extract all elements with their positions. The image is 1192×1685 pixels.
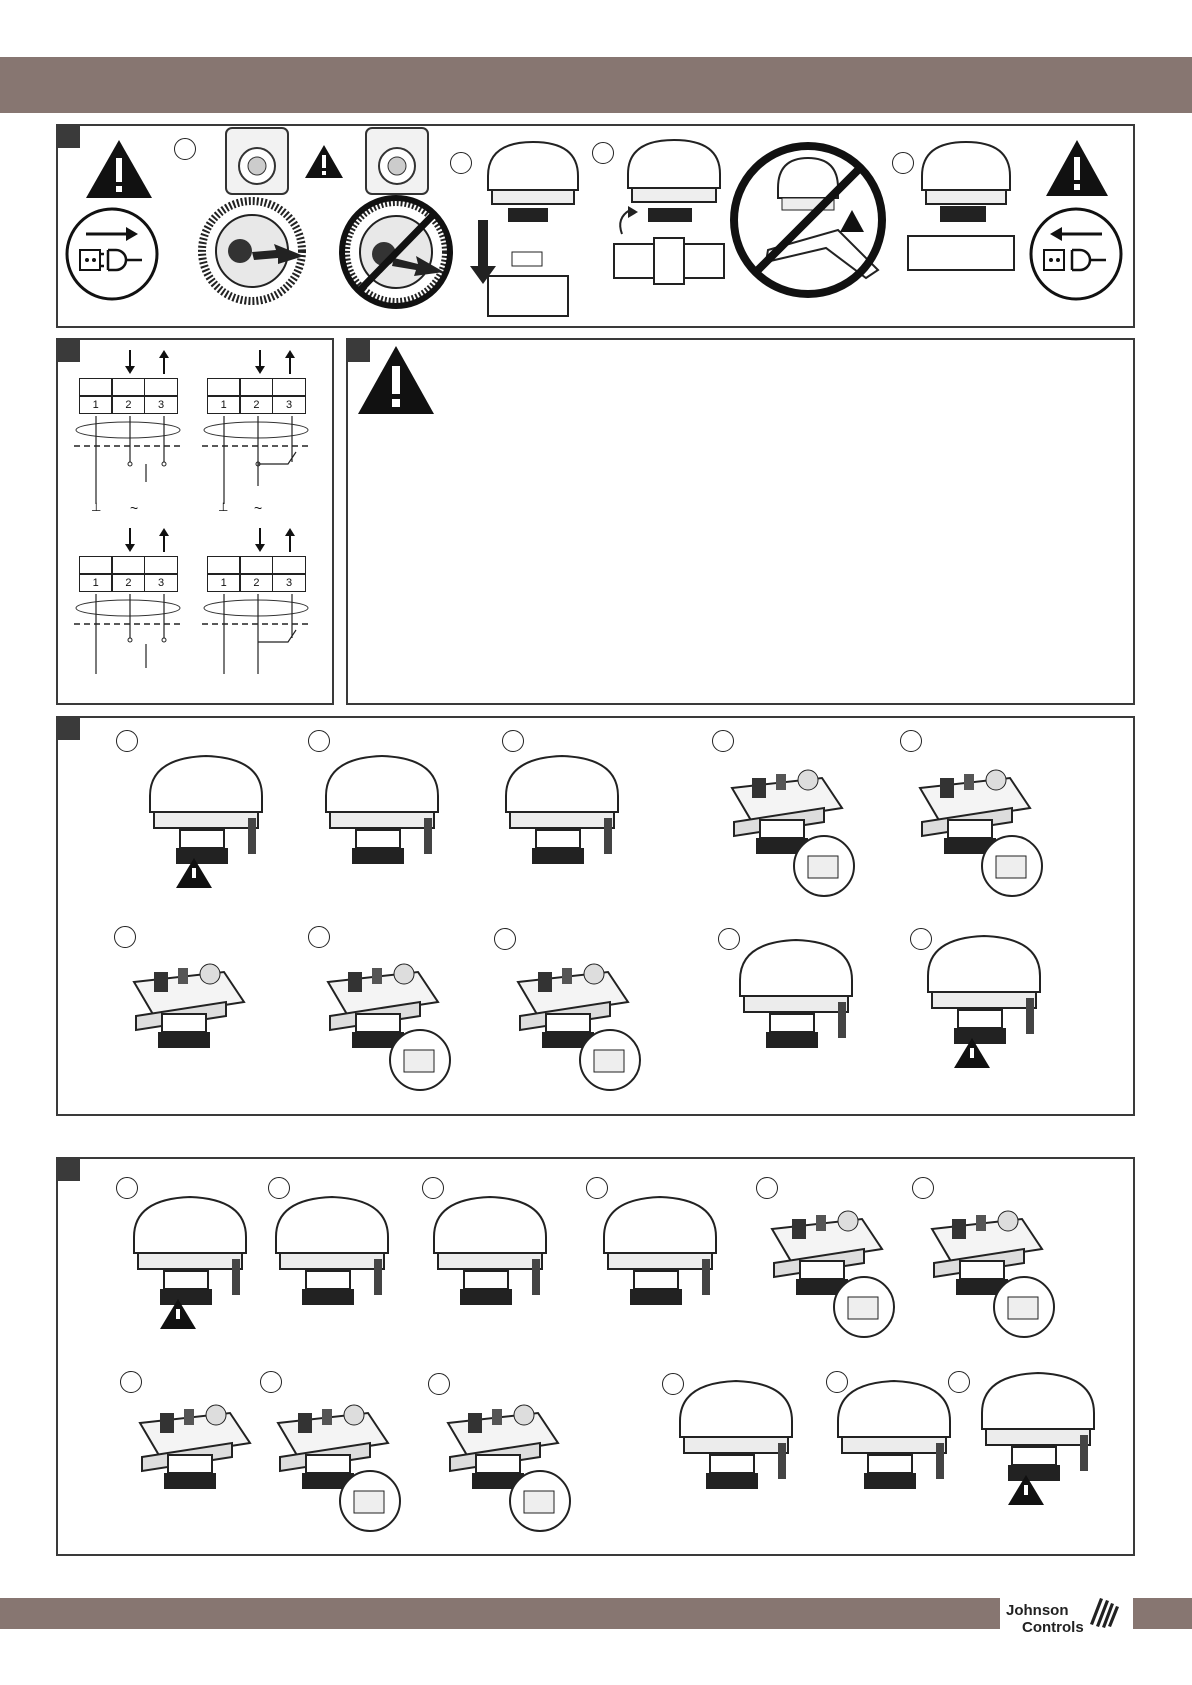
module-seat-icon [308,922,458,1092]
module-seat-icon [258,1363,408,1533]
terminal-block [80,378,178,414]
actuator-final-icon [910,918,1060,1088]
terminal-label: 2 [239,396,273,414]
ac-symbol: ~ [254,500,263,516]
step-number-circle [450,152,472,174]
panel-wiring [56,338,334,705]
warning-icon [356,344,436,416]
ground-symbol: ⊥ [91,500,102,514]
actuator-base-icon [206,128,306,198]
module-cable-icon [120,1363,270,1533]
warning-icon [84,138,154,200]
cover-refit-icon [428,1363,578,1533]
terminal-label: 1 [79,396,113,414]
terminal-block [80,556,178,592]
panel-module-install-a [56,716,1135,1116]
terminal-label: 3 [272,574,306,592]
actuator-cover-lift-icon [488,738,638,908]
footer-band [0,1598,1000,1629]
actuator-lift-icon [478,136,588,316]
terminal-label: 3 [272,396,306,414]
panel-mounting [56,124,1135,328]
module-connect-icon [712,728,862,898]
actuator-closed-icon [132,738,282,908]
warning-icon [1044,138,1110,198]
section-marker [58,126,80,148]
footer-band-tab [1133,1598,1192,1629]
wiring-diagram-3 [74,594,194,694]
adjustment-ring-icon [192,196,322,306]
wiring-diagram-4 [202,594,322,694]
johnson-controls-logo [1006,1588,1124,1648]
actuator-vibrate-icon [722,922,872,1092]
module-plug-icon [900,728,1050,898]
brand-line-1: Johnson [1006,1602,1069,1619]
terminal-label: 3 [144,396,178,414]
direction-arrows-icon [250,348,350,376]
terminal-label: 1 [79,574,113,592]
cover-refit-icon [498,922,648,1092]
actuator-final-icon [964,1355,1114,1525]
ac-symbol: ~ [130,500,139,516]
terminal-label: 1 [207,396,241,414]
no-tools-prohibited-icon [728,140,888,300]
direction-arrows-icon [120,348,220,376]
ground-symbol: ⊥ [218,500,229,514]
panel-module-install-b [56,1157,1135,1556]
terminal-label: 1 [207,574,241,592]
actuator-cover-lift-icon [586,1179,736,1349]
direction-arrows-icon [250,526,350,554]
terminal-block [208,556,306,592]
prohibited-icon [334,194,464,310]
plug-in-power-icon [1028,206,1124,302]
panel-warning [346,338,1135,705]
actuator-vibrate-icon [662,1363,812,1533]
cover-screw-fasten-icon [820,1363,970,1533]
section-marker [58,718,80,740]
step-number-circle [592,142,614,164]
module-connect-icon [752,1169,902,1339]
step-number-circle [174,138,196,160]
header-band [0,57,1192,113]
cover-screw-remove-icon [258,1179,408,1349]
terminal-label: 2 [111,574,145,592]
warning-icon [304,144,344,180]
actuator-closed-icon [116,1179,266,1349]
terminal-label: 2 [111,396,145,414]
actuator-unscrew-icon [416,1179,566,1349]
module-cable-icon [114,922,264,1092]
brand-mark-icon [1086,1594,1122,1630]
actuator-fasten-icon [614,134,732,294]
section-marker [58,340,80,362]
actuator-base-icon [348,128,448,198]
module-plug-icon [912,1169,1062,1339]
section-marker [58,1159,80,1181]
terminal-label: 2 [239,574,273,592]
actuator-unscrew-icon [308,738,458,908]
terminal-label: 3 [144,574,178,592]
brand-line-2: Controls [1022,1619,1084,1636]
terminal-block [208,378,306,414]
actuator-mounted-icon [908,136,1018,306]
direction-arrows-icon [120,526,220,554]
unplug-power-icon [64,206,160,302]
